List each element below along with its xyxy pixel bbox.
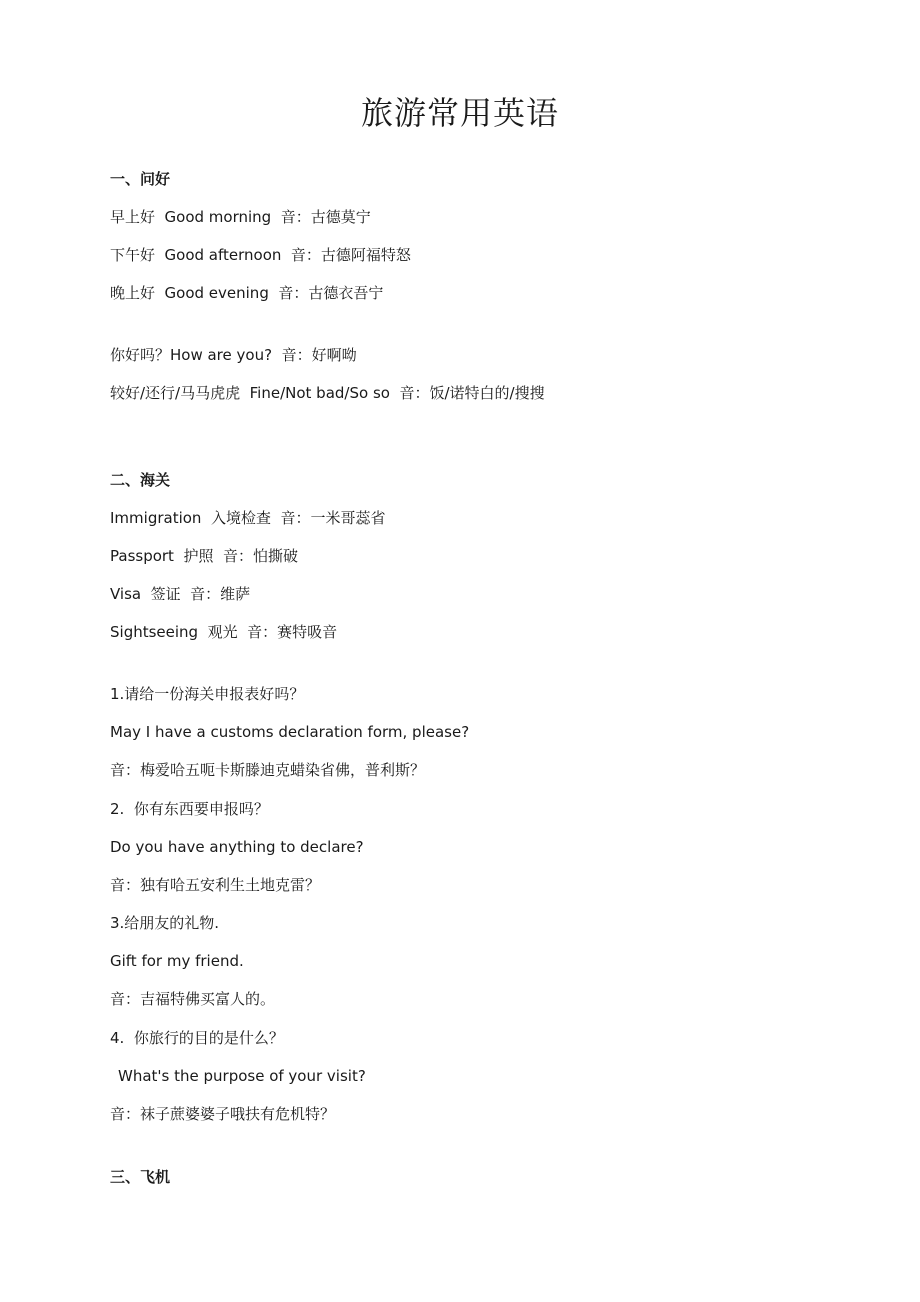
phrase-line: 音：吉福特佛买富人的。 <box>110 990 276 1008</box>
phrase-line: 音：独有哈五安利生土地克雷？ <box>110 876 321 894</box>
phrase-line: 1.请给一份海关申报表好吗？ <box>110 685 305 703</box>
phrase-line: 早上好 Good morning 音：古德莫宁 <box>110 208 371 226</box>
phrase-line: 音：袜子蔗婆婆子哦扶有危机特？ <box>110 1105 336 1123</box>
section-heading-greetings: 一、问好 <box>110 170 171 188</box>
section-heading-customs: 二、海关 <box>110 471 171 489</box>
phrase-line: 3.给朋友的礼物. <box>110 914 220 932</box>
phrase-line: Passport 护照 音：怕撕破 <box>110 547 299 565</box>
phrase-line: Visa 签证 音：维萨 <box>110 585 251 603</box>
phrase-line: Immigration 入境检查 音：一米哥蕊省 <box>110 509 386 527</box>
phrase-line: May I have a customs declaration form, please? <box>110 723 470 741</box>
page-title: 旅游常用英语 <box>360 94 559 132</box>
phrase-line: Gift for my friend. <box>110 952 244 970</box>
section-heading-airplane: 三、飞机 <box>110 1168 171 1186</box>
phrase-line: 下午好 Good afternoon 音：古德阿福特怒 <box>110 246 411 264</box>
phrase-line: What's the purpose of your visit? <box>118 1067 366 1085</box>
phrase-line: 晚上好 Good evening 音：古德衣吾宁 <box>110 284 384 302</box>
phrase-line: 音：梅爱哈五呃卡斯滕迪克蜡染省佛，普利斯？ <box>110 761 426 779</box>
phrase-line: 较好/还行/马马虎虎 Fine/Not bad/So so 音：饭/诺特白的/搜搜 <box>110 384 545 402</box>
phrase-line: Do you have anything to declare? <box>110 838 364 856</box>
phrase-line: 4. 你旅行的目的是什么？ <box>110 1029 284 1047</box>
phrase-line: 2. 你有东西要申报吗？ <box>110 800 269 818</box>
phrase-line: Sightseeing 观光 音：赛特吸音 <box>110 623 338 641</box>
phrase-line: 你好吗？How are you? 音：好啊呦 <box>110 346 357 364</box>
